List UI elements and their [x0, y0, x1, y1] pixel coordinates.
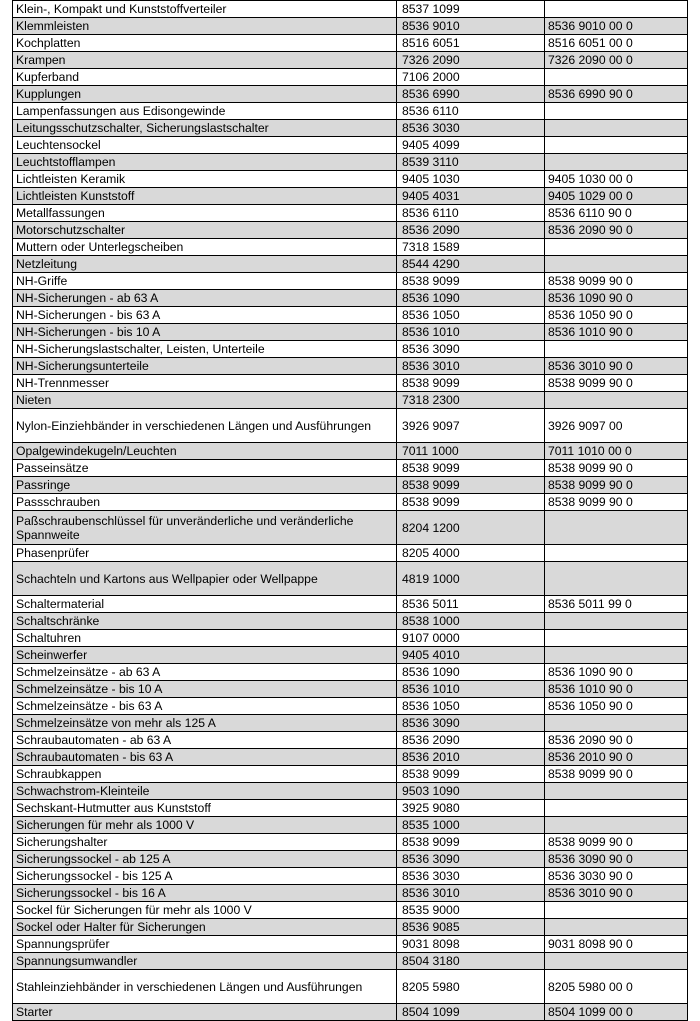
- item-name-cell: Phasenprüfer: [13, 545, 397, 562]
- table-row: [13, 341, 688, 358]
- table-row: [13, 902, 688, 919]
- full-tariff-code-cell: 8536 1050 90 0: [545, 307, 688, 324]
- item-name-cell: Opalgewindekugeln/Leuchten: [13, 443, 397, 460]
- full-tariff-code-cell: 8536 3090 90 0: [545, 851, 688, 868]
- tariff-code-cell: 8536 3090: [397, 851, 545, 868]
- full-tariff-code-cell: 8536 9010 00 0: [545, 18, 688, 35]
- item-name-cell: Schraubkappen: [13, 766, 397, 783]
- full-tariff-code-cell: 8536 6110 90 0: [545, 205, 688, 222]
- tariff-code-cell: 9405 4010: [397, 647, 545, 664]
- full-tariff-code-cell: 7011 1010 00 0: [545, 443, 688, 460]
- item-name-cell: Sockel oder Halter für Sicherungen: [13, 919, 397, 936]
- tariff-code-cell: 8536 3090: [397, 715, 545, 732]
- full-tariff-code-cell: 8538 9099 90 0: [545, 273, 688, 290]
- item-name-cell: NH-Sicherungen - bis 10 A: [13, 324, 397, 341]
- tariff-code-cell: 9503 1090: [397, 783, 545, 800]
- item-name-cell: Schachteln und Kartons aus Wellpapier oder Wellpappe: [13, 562, 397, 596]
- full-tariff-code-cell: [545, 630, 688, 647]
- table-row: [13, 205, 688, 222]
- item-name-cell: Schmelzeinsätze - bis 10 A: [13, 681, 397, 698]
- table-row: [13, 630, 688, 647]
- item-name-cell: Sechskant-Hutmutter aus Kunststoff: [13, 800, 397, 817]
- item-name-cell: Kochplatten: [13, 35, 397, 52]
- full-tariff-code-cell: 9405 1030 00 0: [545, 171, 688, 188]
- tariff-code-cell: 8538 9099: [397, 766, 545, 783]
- table-row: [13, 834, 688, 851]
- table-row: [13, 749, 688, 766]
- tariff-code-cell: 8538 9099: [397, 494, 545, 511]
- full-tariff-code-cell: [545, 392, 688, 409]
- table-row: [13, 664, 688, 681]
- full-tariff-code-cell: [545, 613, 688, 630]
- tariff-code-cell: 3925 9080: [397, 800, 545, 817]
- tariff-code-cell: 8538 9099: [397, 273, 545, 290]
- tariff-code-cell: 8538 9099: [397, 375, 545, 392]
- item-name-cell: NH-Sicherungen - bis 63 A: [13, 307, 397, 324]
- item-name-cell: Kupferband: [13, 69, 397, 86]
- full-tariff-code-cell: [545, 256, 688, 273]
- table-row: [13, 715, 688, 732]
- table-row: [13, 137, 688, 154]
- tariff-code-cell: 8536 2090: [397, 732, 545, 749]
- tariff-code-cell: 8504 1099: [397, 1004, 545, 1021]
- full-tariff-code-cell: [545, 1, 688, 18]
- full-tariff-code-cell: [545, 562, 688, 596]
- tariff-code-cell: 7318 1589: [397, 239, 545, 256]
- item-name-cell: Schraubautomaten - ab 63 A: [13, 732, 397, 749]
- item-name-cell: Schmelzeinsätze von mehr als 125 A: [13, 715, 397, 732]
- table-row: [13, 732, 688, 749]
- full-tariff-code-cell: 9031 8098 90 0: [545, 936, 688, 953]
- item-name-cell: Krampen: [13, 52, 397, 69]
- item-name-cell: Paßschraubenschlüssel für unveränderliche und veränderliche Spannweite: [13, 511, 397, 545]
- tariff-code-cell: 8536 1090: [397, 290, 545, 307]
- item-name-cell: Schmelzeinsätze - bis 63 A: [13, 698, 397, 715]
- full-tariff-code-cell: 8538 9099 90 0: [545, 494, 688, 511]
- table-row: [13, 1, 688, 18]
- item-name-cell: Nylon-Einziehbänder in verschiedenen Längen und Ausführungen: [13, 409, 397, 443]
- table-row: [13, 188, 688, 205]
- item-name-cell: Lampenfassungen aus Edisongewinde: [13, 103, 397, 120]
- full-tariff-code-cell: [545, 545, 688, 562]
- table-row: [13, 868, 688, 885]
- tariff-code-cell: 9405 4031: [397, 188, 545, 205]
- item-name-cell: NH-Sicherungen - ab 63 A: [13, 290, 397, 307]
- full-tariff-code-cell: 8536 1010 90 0: [545, 324, 688, 341]
- table-row: [13, 596, 688, 613]
- table-body: [13, 1, 688, 1021]
- table-row: [13, 392, 688, 409]
- full-tariff-code-cell: [545, 341, 688, 358]
- table-row: [13, 766, 688, 783]
- full-tariff-code-cell: 3926 9097 00: [545, 409, 688, 443]
- full-tariff-code-cell: [545, 154, 688, 171]
- full-tariff-code-cell: [545, 647, 688, 664]
- item-name-cell: Schmelzeinsätze - ab 63 A: [13, 664, 397, 681]
- table-row: [13, 783, 688, 800]
- full-tariff-code-cell: [545, 69, 688, 86]
- full-tariff-code-cell: 8536 1090 90 0: [545, 664, 688, 681]
- item-name-cell: Passeinsätze: [13, 460, 397, 477]
- table-row: [13, 613, 688, 630]
- table-row: [13, 409, 688, 443]
- full-tariff-code-cell: 8536 1050 90 0: [545, 698, 688, 715]
- item-name-cell: Leuchtensockel: [13, 137, 397, 154]
- full-tariff-code-cell: 8536 2090 90 0: [545, 732, 688, 749]
- full-tariff-code-cell: [545, 902, 688, 919]
- item-name-cell: Leuchtstofflampen: [13, 154, 397, 171]
- table-row: [13, 35, 688, 52]
- table-row: [13, 494, 688, 511]
- tariff-code-cell: 8538 1000: [397, 613, 545, 630]
- full-tariff-code-cell: [545, 103, 688, 120]
- table-row: [13, 239, 688, 256]
- full-tariff-code-cell: 8536 3030 90 0: [545, 868, 688, 885]
- item-name-cell: Sicherungssockel - bis 125 A: [13, 868, 397, 885]
- table-row: [13, 120, 688, 137]
- tariff-code-cell: 8536 6110: [397, 103, 545, 120]
- tariff-code-cell: 8536 1050: [397, 698, 545, 715]
- tariff-code-cell: 8536 1010: [397, 681, 545, 698]
- table-row: [13, 307, 688, 324]
- full-tariff-code-cell: 8536 1010 90 0: [545, 681, 688, 698]
- table-row: [13, 698, 688, 715]
- tariff-code-cell: 4819 1000: [397, 562, 545, 596]
- table-row: [13, 460, 688, 477]
- tariff-code-table: [12, 0, 688, 1021]
- tariff-code-cell: 8204 1200: [397, 511, 545, 545]
- item-name-cell: Kupplungen: [13, 86, 397, 103]
- item-name-cell: Muttern oder Unterlegscheiben: [13, 239, 397, 256]
- item-name-cell: Klein-, Kompakt und Kunststoffverteiler: [13, 1, 397, 18]
- item-name-cell: Lichtleisten Kunststoff: [13, 188, 397, 205]
- tariff-code-cell: 8536 3030: [397, 120, 545, 137]
- table-row: [13, 222, 688, 239]
- full-tariff-code-cell: 8536 2090 90 0: [545, 222, 688, 239]
- table-row: [13, 511, 688, 545]
- tariff-code-cell: 8535 9000: [397, 902, 545, 919]
- full-tariff-code-cell: [545, 783, 688, 800]
- tariff-code-cell: 8536 3090: [397, 341, 545, 358]
- item-name-cell: NH-Sicherungslastschalter, Leisten, Unterteile: [13, 341, 397, 358]
- item-name-cell: Passringe: [13, 477, 397, 494]
- item-name-cell: Spannungsprüfer: [13, 936, 397, 953]
- tariff-code-cell: 8535 1000: [397, 817, 545, 834]
- table-row: [13, 86, 688, 103]
- table-row: [13, 936, 688, 953]
- tariff-code-cell: 8536 6990: [397, 86, 545, 103]
- item-name-cell: Sockel für Sicherungen für mehr als 1000 V: [13, 902, 397, 919]
- table-row: [13, 324, 688, 341]
- item-name-cell: Klemmleisten: [13, 18, 397, 35]
- full-tariff-code-cell: 8516 6051 00 0: [545, 35, 688, 52]
- item-name-cell: Schaltuhren: [13, 630, 397, 647]
- table-row: [13, 443, 688, 460]
- table-row: [13, 273, 688, 290]
- tariff-code-cell: 7318 2300: [397, 392, 545, 409]
- full-tariff-code-cell: [545, 137, 688, 154]
- table-row: [13, 885, 688, 902]
- item-name-cell: NH-Sicherungsunterteile: [13, 358, 397, 375]
- full-tariff-code-cell: 8536 2010 90 0: [545, 749, 688, 766]
- table-row: [13, 290, 688, 307]
- tariff-code-cell: 8538 9099: [397, 477, 545, 494]
- tariff-code-cell: 8205 5980: [397, 970, 545, 1004]
- tariff-code-cell: 7326 2090: [397, 52, 545, 69]
- full-tariff-code-cell: [545, 919, 688, 936]
- table-row: [13, 52, 688, 69]
- full-tariff-code-cell: 8538 9099 90 0: [545, 477, 688, 494]
- full-tariff-code-cell: 8536 1090 90 0: [545, 290, 688, 307]
- full-tariff-code-cell: 7326 2090 00 0: [545, 52, 688, 69]
- full-tariff-code-cell: [545, 953, 688, 970]
- item-name-cell: Sicherungen für mehr als 1000 V: [13, 817, 397, 834]
- item-name-cell: Nieten: [13, 392, 397, 409]
- tariff-code-cell: 8536 9010: [397, 18, 545, 35]
- table-row: [13, 562, 688, 596]
- tariff-code-cell: 8538 9099: [397, 834, 545, 851]
- item-name-cell: Schraubautomaten - bis 63 A: [13, 749, 397, 766]
- full-tariff-code-cell: 8504 1099 00 0: [545, 1004, 688, 1021]
- table-row: [13, 69, 688, 86]
- item-name-cell: Metallfassungen: [13, 205, 397, 222]
- tariff-code-cell: 9405 1030: [397, 171, 545, 188]
- item-name-cell: Lichtleisten Keramik: [13, 171, 397, 188]
- full-tariff-code-cell: [545, 239, 688, 256]
- item-name-cell: Leitungsschutzschalter, Sicherungslastschalter: [13, 120, 397, 137]
- full-tariff-code-cell: [545, 120, 688, 137]
- table-row: [13, 647, 688, 664]
- tariff-code-cell: 9405 4099: [397, 137, 545, 154]
- table-row: [13, 171, 688, 188]
- full-tariff-code-cell: 8536 3010 90 0: [545, 885, 688, 902]
- tariff-code-cell: 8516 6051: [397, 35, 545, 52]
- item-name-cell: Netzleitung: [13, 256, 397, 273]
- item-name-cell: Motorschutzschalter: [13, 222, 397, 239]
- full-tariff-code-cell: [545, 800, 688, 817]
- item-name-cell: Scheinwerfer: [13, 647, 397, 664]
- table-row: [13, 375, 688, 392]
- tariff-code-cell: 8536 1090: [397, 664, 545, 681]
- table-row: [13, 18, 688, 35]
- full-tariff-code-cell: 8536 3010 90 0: [545, 358, 688, 375]
- table-row: [13, 919, 688, 936]
- tariff-code-cell: 7106 2000: [397, 69, 545, 86]
- table-row: [13, 681, 688, 698]
- table-row: [13, 358, 688, 375]
- full-tariff-code-cell: [545, 715, 688, 732]
- tariff-code-cell: 3926 9097: [397, 409, 545, 443]
- tariff-code-cell: 8536 2090: [397, 222, 545, 239]
- item-name-cell: Sicherungssockel - ab 125 A: [13, 851, 397, 868]
- table-row: [13, 477, 688, 494]
- item-name-cell: Spannungsumwandler: [13, 953, 397, 970]
- tariff-code-cell: 9031 8098: [397, 936, 545, 953]
- full-tariff-code-cell: 8538 9099 90 0: [545, 460, 688, 477]
- tariff-code-cell: 8205 4000: [397, 545, 545, 562]
- tariff-code-cell: 8536 3010: [397, 885, 545, 902]
- full-tariff-code-cell: 8536 5011 99 0: [545, 596, 688, 613]
- full-tariff-code-cell: 9405 1029 00 0: [545, 188, 688, 205]
- tariff-code-cell: 8537 1099: [397, 1, 545, 18]
- item-name-cell: NH-Griffe: [13, 273, 397, 290]
- table-row: [13, 545, 688, 562]
- tariff-code-cell: 7011 1000: [397, 443, 545, 460]
- tariff-code-cell: 8536 1010: [397, 324, 545, 341]
- tariff-code-cell: 8536 3030: [397, 868, 545, 885]
- item-name-cell: Schaltermaterial: [13, 596, 397, 613]
- full-tariff-code-cell: [545, 511, 688, 545]
- full-tariff-code-cell: 8538 9099 90 0: [545, 834, 688, 851]
- tariff-code-cell: 8544 4290: [397, 256, 545, 273]
- item-name-cell: Passschrauben: [13, 494, 397, 511]
- item-name-cell: Sicherungssockel - bis 16 A: [13, 885, 397, 902]
- table-row: [13, 851, 688, 868]
- tariff-code-cell: 8536 2010: [397, 749, 545, 766]
- full-tariff-code-cell: [545, 817, 688, 834]
- full-tariff-code-cell: 8538 9099 90 0: [545, 375, 688, 392]
- table-row: [13, 256, 688, 273]
- tariff-code-cell: 8539 3110: [397, 154, 545, 171]
- item-name-cell: NH-Trennmesser: [13, 375, 397, 392]
- table-row: [13, 817, 688, 834]
- table-row: [13, 953, 688, 970]
- tariff-code-cell: 8536 1050: [397, 307, 545, 324]
- tariff-code-cell: 8536 9085: [397, 919, 545, 936]
- table-row: [13, 970, 688, 1004]
- tariff-code-cell: 8538 9099: [397, 460, 545, 477]
- table-row: [13, 800, 688, 817]
- item-name-cell: Sicherungshalter: [13, 834, 397, 851]
- full-tariff-code-cell: 8205 5980 00 0: [545, 970, 688, 1004]
- item-name-cell: Schwachstrom-Kleinteile: [13, 783, 397, 800]
- tariff-code-cell: 9107 0000: [397, 630, 545, 647]
- full-tariff-code-cell: 8538 9099 90 0: [545, 766, 688, 783]
- table-row: [13, 1004, 688, 1021]
- tariff-code-cell: 8504 3180: [397, 953, 545, 970]
- tariff-code-cell: 8536 5011: [397, 596, 545, 613]
- item-name-cell: Starter: [13, 1004, 397, 1021]
- tariff-code-cell: 8536 3010: [397, 358, 545, 375]
- table-row: [13, 103, 688, 120]
- item-name-cell: Schaltschränke: [13, 613, 397, 630]
- tariff-code-cell: 8536 6110: [397, 205, 545, 222]
- table-row: [13, 154, 688, 171]
- full-tariff-code-cell: 8536 6990 90 0: [545, 86, 688, 103]
- item-name-cell: Stahleinziehbänder in verschiedenen Längen und Ausführungen: [13, 970, 397, 1004]
